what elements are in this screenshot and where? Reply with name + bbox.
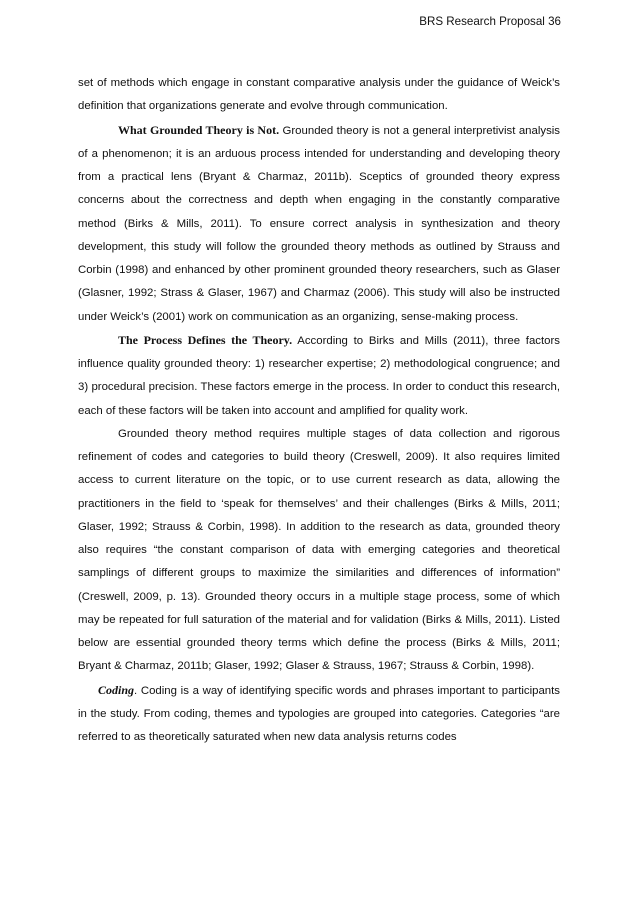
paragraph-text: . Coding is a way of identifying specific words and phrases important to participants in the study. From coding, themes and typologies are grouped into categories. Categories “are referred to as theoretically saturated when new data analysis returns codes: [78, 684, 560, 743]
paragraph-continuation: set of methods which engage in constant comparative analysis under the guidance of Weick’s definition that organizations generate and evolve through communication.: [78, 77, 560, 113]
paragraph-text: According to Birks and Mills (2011), three factors influence quality grounded theory: 1) researcher expertise; 2) methodological congruence; and 3) procedural precision. These factors emerge in the process. In order to conduct this research, each of these factors will be taken into account and amplified for quality work.: [78, 334, 560, 417]
paragraph-coding: [78, 679, 560, 750]
section-heading-process-defines-theory: The Process Defines the Theory.: [118, 332, 293, 347]
document-body: [78, 72, 560, 749]
section-heading-what-grounded-theory-is-not: What Grounded Theory is Not.: [118, 122, 280, 137]
running-head: BRS Research Proposal 36: [419, 15, 561, 28]
paragraph-process-defines-theory: [78, 329, 560, 423]
paragraph-grounded-theory-method: Grounded theory method requires multiple stages of data collection and rigorous refinement of codes and categories to build theory (Creswell, 2009). It also requires limited access to current literature on the topic, or to use current research as data, allowing the practitioners in the field to ‘speak for themselves’ and their challenges (Birks & Mills, 2011; Glaser, 1992; Strauss & Corbin, 1998). In addition to the research as data, grounded theory also requires “the constant comparison of data with emerging categories and theoretical samplings of different groups to maximize the similarities and differences of information” (Creswell, 2009, p. 13). Grounded theory occurs in a multiple stage process, some of which may be repeated for full saturation of the material and for validation (Birks & Mills, 2011). Listed below are essential grounded theory terms which define the process (Birks & Mills, 2011; Bryant & Charmaz, 2011b; Glaser, 1992; Glaser & Strauss, 1967; Strauss & Corbin, 1998).: [78, 427, 560, 673]
paragraph-what-grounded-theory-is-not: [78, 119, 560, 329]
section-heading-coding: Coding: [98, 682, 135, 697]
paragraph-text: Grounded theory is not a general interpretivist analysis of a phenomenon; it is an arduous process intended for understanding and developing theory from a practical lens (Bryant & Charmaz, 2011b). Sceptics of grounded theory express concerns about the correctness and depth when engaging in the constantly comparative method (Birks & Mills, 2011). To ensure correct analysis in synthesization and theory development, this study will follow the grounded theory methods as outlined by Strauss and Corbin (1998) and enhanced by other prominent grounded theory researchers, such as Glaser (Glasner, 1992; Strass & Glaser, 1967) and Charmaz (2006). This study will also be instructed under Weick’s (2001) work on communication as an organizing, sense-making process.: [78, 124, 560, 323]
